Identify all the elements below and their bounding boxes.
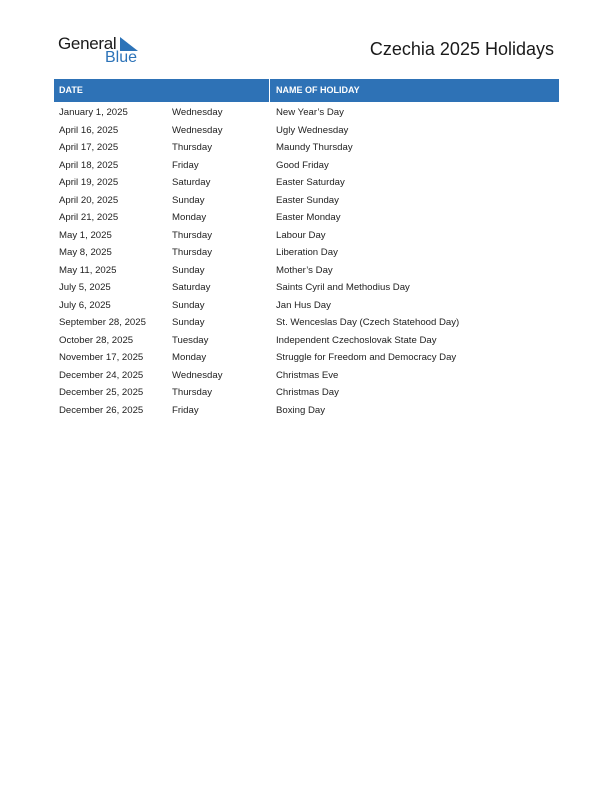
holiday-name: Easter Saturday — [276, 177, 345, 188]
holiday-name: Liberation Day — [276, 247, 338, 258]
table-row — [54, 227, 559, 245]
holiday-weekday: Friday — [172, 404, 199, 416]
holiday-name: Maundy Thursday — [276, 142, 353, 153]
holiday-name: Easter Monday — [276, 212, 341, 223]
holiday-weekday: Sunday — [172, 317, 205, 328]
holiday-date: April 19, 2025 — [59, 177, 119, 188]
holiday-name: Christmas Eve — [276, 369, 339, 381]
table-row — [54, 314, 559, 332]
holiday-name: Easter Sunday — [276, 194, 339, 206]
table-row — [54, 192, 559, 210]
column-header-name: NAME OF HOLIDAY — [276, 85, 360, 95]
holiday-date: April 17, 2025 — [59, 142, 119, 153]
holiday-weekday: Saturday — [172, 177, 211, 188]
holiday-date: April 21, 2025 — [59, 212, 119, 223]
holiday-name: St. Wenceslas Day (Czech Statehood Day) — [276, 317, 460, 328]
holiday-date: September 28, 2025 — [59, 317, 146, 328]
holiday-date: October 28, 2025 — [59, 334, 134, 346]
holiday-date: July 6, 2025 — [59, 299, 111, 311]
holiday-weekday: Wednesday — [172, 124, 223, 136]
holiday-name: Boxing Day — [276, 404, 326, 416]
holiday-weekday: Saturday — [172, 282, 211, 293]
holiday-table — [54, 79, 559, 419]
table-row — [54, 367, 559, 385]
header-divider — [269, 79, 270, 102]
holiday-weekday: Sunday — [172, 299, 205, 311]
table-row — [54, 384, 559, 402]
holiday-date: April 20, 2025 — [59, 194, 119, 206]
holiday-weekday: Tuesday — [172, 334, 209, 346]
holiday-name: Labour Day — [276, 229, 326, 241]
table-row — [54, 122, 559, 140]
table-row — [54, 349, 559, 367]
column-header-date: DATE — [59, 85, 83, 95]
table-body — [54, 102, 559, 419]
holiday-weekday: Monday — [172, 352, 207, 363]
holiday-weekday: Wednesday — [172, 107, 223, 118]
holiday-name: Ugly Wednesday — [276, 124, 349, 136]
holiday-date: July 5, 2025 — [59, 282, 111, 293]
holiday-date: December 24, 2025 — [59, 369, 144, 381]
table-row — [54, 209, 559, 227]
holiday-weekday: Thursday — [172, 142, 212, 153]
holiday-name: New Year’s Day — [276, 107, 344, 118]
holiday-name: Independent Czechoslovak State Day — [276, 334, 437, 346]
holiday-date: May 1, 2025 — [59, 229, 112, 241]
holiday-date: January 1, 2025 — [59, 107, 128, 118]
logo-text-general: General — [58, 34, 117, 53]
holiday-weekday: Sunday — [172, 194, 205, 206]
holiday-date: May 8, 2025 — [59, 247, 112, 258]
holiday-name: Good Friday — [276, 159, 329, 171]
table-row — [54, 139, 559, 157]
holiday-name: Jan Hus Day — [276, 299, 331, 311]
holiday-date: May 11, 2025 — [59, 264, 117, 276]
table-row — [54, 157, 559, 175]
holiday-date: December 25, 2025 — [59, 387, 144, 398]
page-title: Czechia 2025 Holidays — [369, 39, 554, 59]
holiday-weekday: Sunday — [172, 264, 205, 276]
holiday-name: Mother’s Day — [276, 264, 333, 276]
holiday-weekday: Thursday — [172, 247, 212, 258]
holiday-name: Struggle for Freedom and Democracy Day — [276, 352, 457, 363]
generalblue-logo — [58, 34, 148, 68]
table-row — [54, 104, 559, 122]
holiday-weekday: Friday — [172, 159, 199, 171]
holiday-date: December 26, 2025 — [59, 404, 144, 416]
table-row — [54, 402, 559, 420]
holiday-weekday: Thursday — [172, 387, 212, 398]
holiday-name: Christmas Day — [276, 387, 339, 398]
holiday-weekday: Wednesday — [172, 369, 223, 381]
holiday-date: April 16, 2025 — [59, 124, 119, 136]
holiday-date: April 18, 2025 — [59, 159, 119, 171]
table-header — [54, 79, 559, 102]
table-row — [54, 244, 559, 262]
table-row — [54, 297, 559, 315]
table-row — [54, 174, 559, 192]
logo-text-blue: Blue — [105, 49, 138, 66]
holiday-name: Saints Cyril and Methodius Day — [276, 282, 410, 293]
holiday-weekday: Monday — [172, 212, 207, 223]
table-row — [54, 279, 559, 297]
holiday-weekday: Thursday — [172, 229, 212, 241]
holiday-date: November 17, 2025 — [59, 352, 144, 363]
table-row — [54, 262, 559, 280]
table-row — [54, 332, 559, 350]
